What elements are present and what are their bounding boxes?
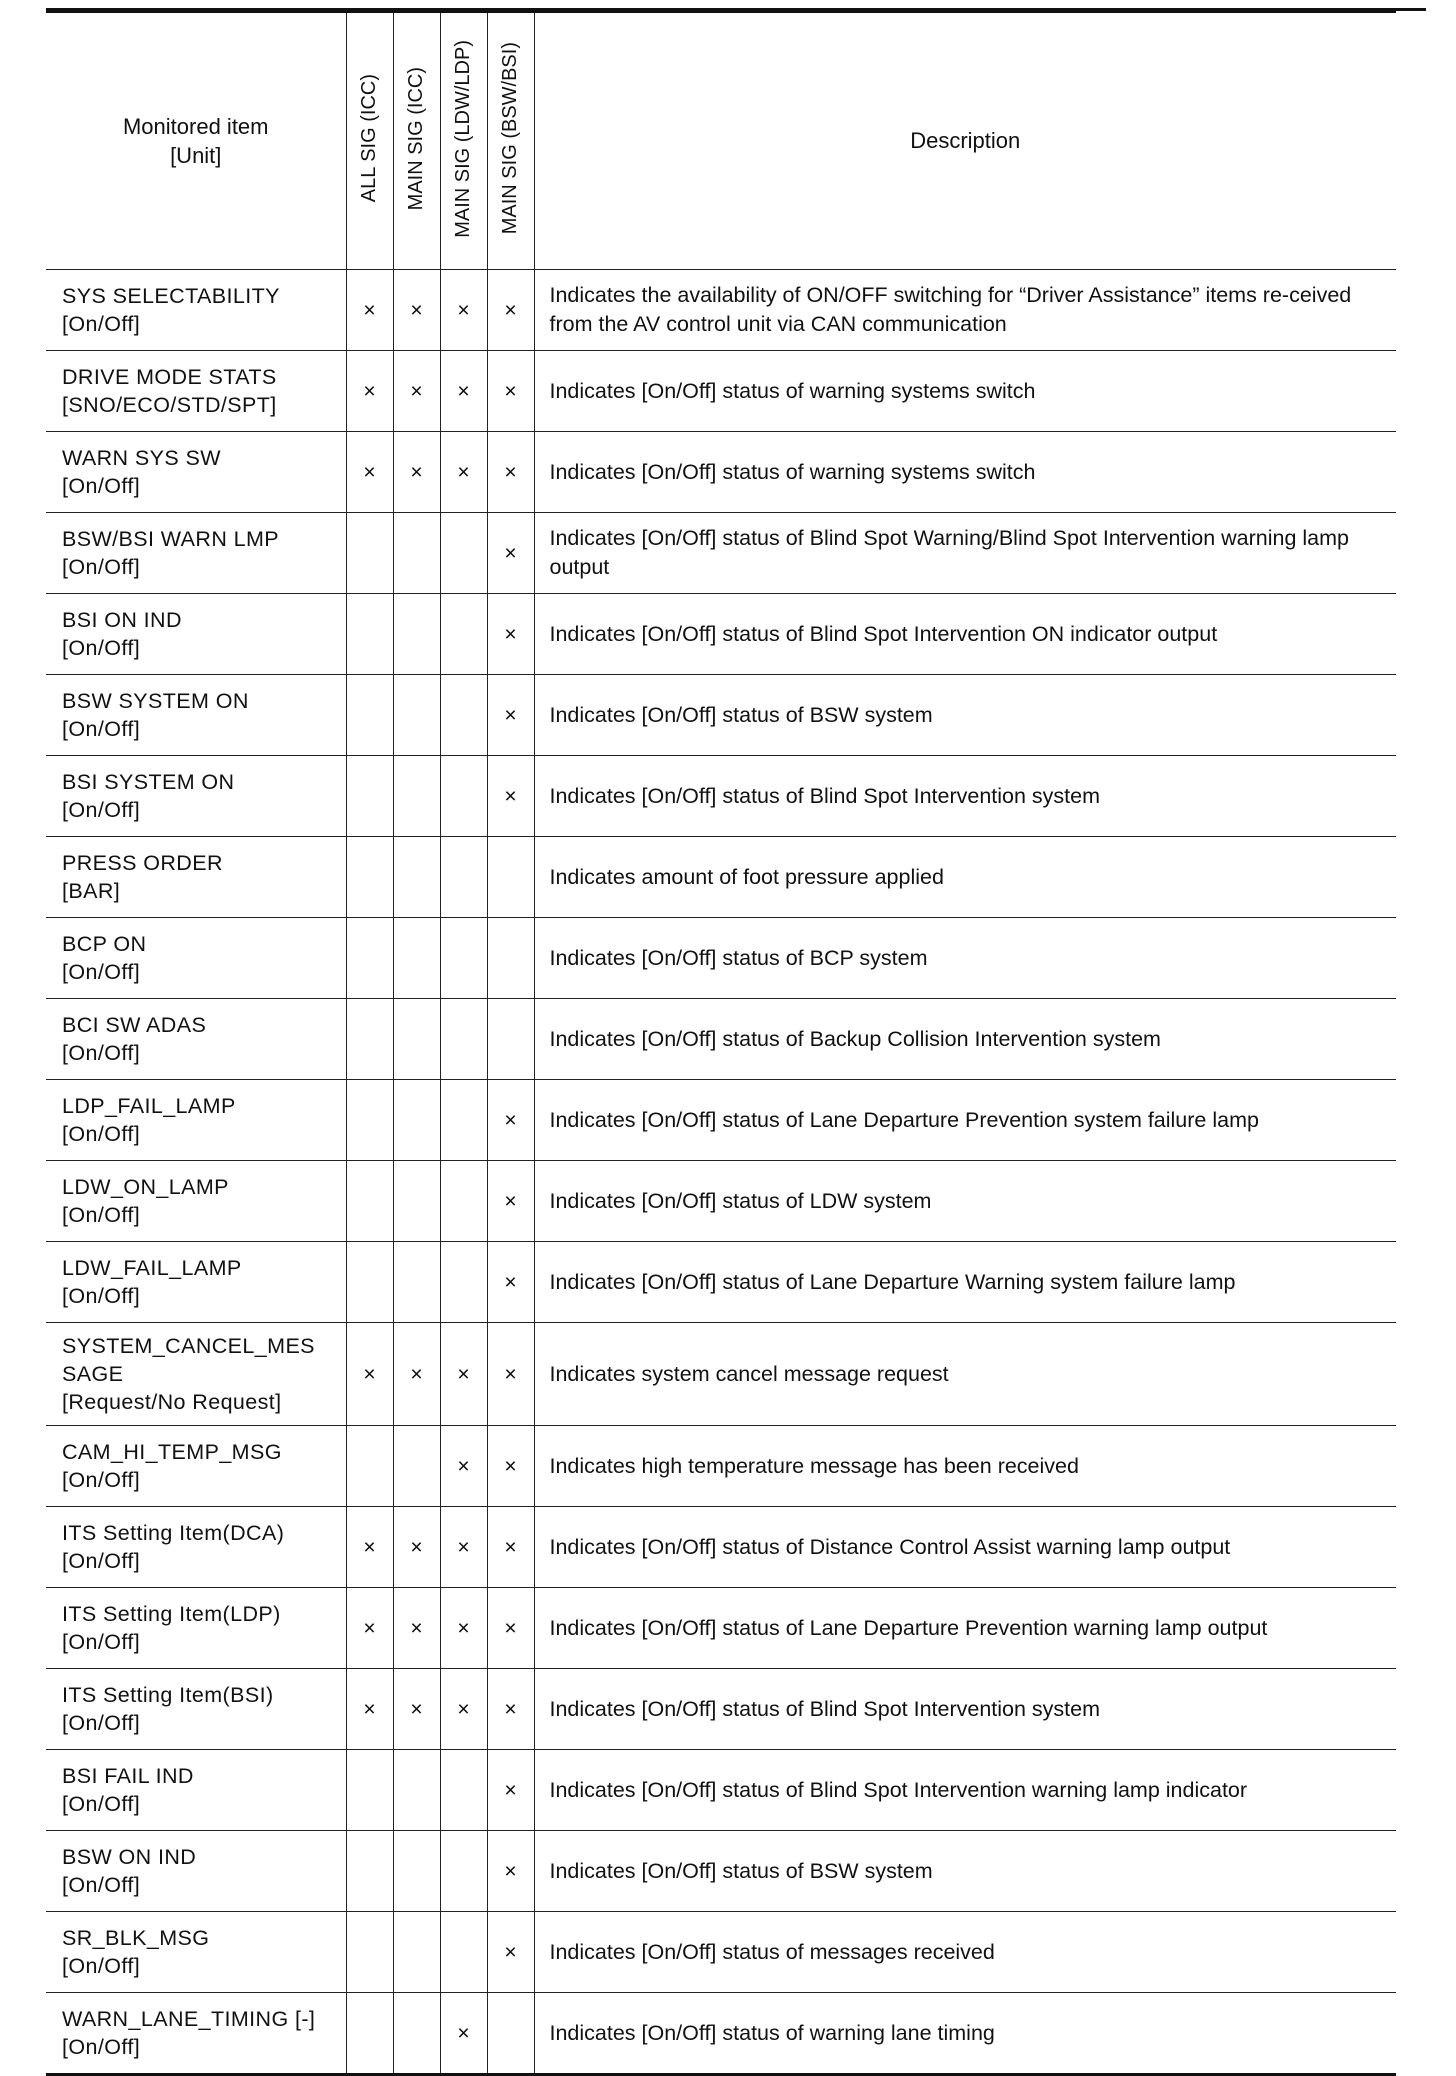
monitored-item-cell (46, 1080, 346, 1161)
signal-mark-cell: × (487, 756, 534, 837)
description-cell: Indicates high temperature message has been received (534, 1426, 1396, 1507)
item-unit: [On/Off] (62, 1468, 141, 1492)
monitored-item-cell (46, 594, 346, 675)
table-row (46, 1242, 1396, 1323)
item-unit: [On/Off] (62, 1203, 141, 1227)
signal-mark-cell (393, 1912, 440, 1993)
signal-mark-cell (346, 1080, 393, 1161)
description-cell: Indicates [On/Off] status of Lane Departure Prevention warning lamp output (534, 1588, 1396, 1669)
item-unit: [On/Off] (62, 717, 141, 741)
signal-mark-cell (393, 918, 440, 999)
signal-mark-cell: × (487, 1080, 534, 1161)
signal-mark-cell: × (440, 351, 487, 432)
monitored-item-cell (46, 1993, 346, 2075)
table-row (46, 432, 1396, 513)
item-unit: [On/Off] (62, 1122, 141, 1146)
header-description: Description (534, 12, 1396, 270)
header-all-sig-icc: ALL SIG (ICC) (346, 12, 393, 270)
signal-mark-cell (440, 513, 487, 594)
item-unit: [On/Off] (62, 1630, 141, 1654)
signal-mark-cell: × (393, 1669, 440, 1750)
signal-mark-cell: × (487, 1323, 534, 1426)
signal-mark-cell: × (346, 1323, 393, 1426)
description-cell: Indicates [On/Off] status of Lane Departure Prevention system failure lamp (534, 1080, 1396, 1161)
item-unit: [On/Off] (62, 798, 141, 822)
description-cell: Indicates [On/Off] status of Blind Spot Intervention ON indicator output (534, 594, 1396, 675)
item-name: PRESS ORDER (62, 851, 223, 875)
table-row (46, 1080, 1396, 1161)
signal-mark-cell: × (393, 432, 440, 513)
signal-mark-cell (440, 1750, 487, 1831)
table-row (46, 675, 1396, 756)
monitored-item-cell (46, 1242, 346, 1323)
item-unit: [SNO/ECO/STD/SPT] (62, 393, 277, 417)
signal-mark-cell (346, 999, 393, 1080)
description-cell: Indicates [On/Off] status of warning lane timing (534, 1993, 1396, 2075)
item-name: BSI ON IND (62, 608, 182, 632)
signal-mark-cell (393, 1426, 440, 1507)
table-row (46, 1507, 1396, 1588)
signal-mark-cell: × (487, 1161, 534, 1242)
table-row (46, 1426, 1396, 1507)
monitored-item-cell (46, 432, 346, 513)
item-name: BSI SYSTEM ON (62, 770, 235, 794)
table-row (46, 513, 1396, 594)
description-cell: Indicates [On/Off] status of BSW system (534, 675, 1396, 756)
monitored-item-cell (46, 1507, 346, 1588)
item-name: LDP_FAIL_LAMP (62, 1094, 236, 1118)
item-name: CAM_HI_TEMP_MSG (62, 1440, 282, 1464)
table-row (46, 918, 1396, 999)
signal-mark-cell (440, 837, 487, 918)
item-unit: [On/Off] (62, 1284, 141, 1308)
table-row (46, 837, 1396, 918)
description-cell: Indicates [On/Off] status of LDW system (534, 1161, 1396, 1242)
monitored-item-cell (46, 1588, 346, 1669)
header-main-sig-bsw-bsi: MAIN SIG (BSW/BSI) (487, 12, 534, 270)
signal-mark-cell: × (440, 1993, 487, 2075)
item-unit: [On/Off] (62, 636, 141, 660)
description-cell: Indicates [On/Off] status of Distance Control Assist warning lamp output (534, 1507, 1396, 1588)
table-row (46, 1912, 1396, 1993)
item-name: BCP ON (62, 932, 147, 956)
signal-mark-cell: × (346, 1588, 393, 1669)
item-name: BSW/BSI WARN LMP (62, 527, 280, 551)
signal-mark-cell: × (346, 270, 393, 351)
signal-mark-cell (346, 837, 393, 918)
monitored-item-cell (46, 1426, 346, 1507)
description-cell: Indicates [On/Off] status of Backup Collision Intervention system (534, 999, 1396, 1080)
item-name: SAGE (62, 1362, 124, 1386)
signal-mark-cell (440, 1080, 487, 1161)
signal-mark-cell: × (346, 432, 393, 513)
signal-mark-cell (393, 756, 440, 837)
signal-mark-cell (393, 1242, 440, 1323)
signal-mark-cell: × (440, 1323, 487, 1426)
signal-mark-cell (393, 594, 440, 675)
table-row (46, 756, 1396, 837)
signal-mark-cell (346, 513, 393, 594)
monitored-item-cell (46, 1912, 346, 1993)
signal-mark-cell (346, 1426, 393, 1507)
item-name: ITS Setting Item(DCA) (62, 1521, 285, 1545)
header-row (46, 12, 1396, 270)
signal-mark-cell: × (487, 594, 534, 675)
signal-mark-cell (393, 1993, 440, 2075)
description-cell: Indicates [On/Off] status of warning systems switch (534, 432, 1396, 513)
signal-mark-cell: × (487, 1426, 534, 1507)
item-name: SYSTEM_CANCEL_MES (62, 1334, 315, 1358)
signal-mark-cell (346, 1912, 393, 1993)
signal-mark-cell: × (440, 1426, 487, 1507)
signal-mark-cell (393, 1161, 440, 1242)
description-cell: Indicates amount of foot pressure applied (534, 837, 1396, 918)
description-cell: Indicates [On/Off] status of Blind Spot Intervention system (534, 1669, 1396, 1750)
signal-mark-cell (346, 1831, 393, 1912)
signal-mark-cell (393, 1080, 440, 1161)
item-unit: [On/Off] (62, 474, 141, 498)
description-cell: Indicates the availability of ON/OFF switching for “Driver Assistance” items re-ceived from the AV control unit via CAN communication (534, 270, 1396, 351)
signal-mark-cell: × (440, 1669, 487, 1750)
item-unit: [On/Off] (62, 1873, 141, 1897)
header-main-sig-ldw-ldp: MAIN SIG (LDW/LDP) (440, 12, 487, 270)
signal-mark-cell: × (346, 1669, 393, 1750)
monitored-item-cell (46, 756, 346, 837)
item-unit: [On/Off] (62, 1711, 141, 1735)
signal-mark-cell (393, 837, 440, 918)
monitored-item-cell (46, 1831, 346, 1912)
monitored-item-cell (46, 999, 346, 1080)
monitored-item-cell (46, 270, 346, 351)
monitored-item-cell (46, 675, 346, 756)
signal-mark-cell: × (487, 270, 534, 351)
signal-mark-cell (393, 513, 440, 594)
signal-mark-cell (346, 918, 393, 999)
table-row (46, 270, 1396, 351)
signal-mark-cell: × (393, 1588, 440, 1669)
item-name: DRIVE MODE STATS (62, 365, 277, 389)
signal-mark-cell (440, 1161, 487, 1242)
signal-mark-cell: × (440, 432, 487, 513)
item-name: BSW ON IND (62, 1845, 197, 1869)
item-name: WARN_LANE_TIMING [-] (62, 2007, 316, 2031)
description-cell: Indicates [On/Off] status of Blind Spot Intervention warning lamp indicator (534, 1750, 1396, 1831)
signal-mark-cell: × (440, 1507, 487, 1588)
monitored-item-cell (46, 513, 346, 594)
signal-mark-cell: × (393, 270, 440, 351)
monitored-item-cell (46, 1323, 346, 1426)
signal-mark-cell (346, 756, 393, 837)
signal-mark-cell: × (487, 1507, 534, 1588)
signal-mark-cell: × (487, 1831, 534, 1912)
signal-mark-cell (393, 1831, 440, 1912)
item-unit: [On/Off] (62, 312, 141, 336)
monitored-item-cell (46, 1669, 346, 1750)
signal-mark-cell (346, 594, 393, 675)
monitored-item-cell (46, 1161, 346, 1242)
item-name: LDW_FAIL_LAMP (62, 1256, 242, 1280)
signal-mark-cell: × (393, 1507, 440, 1588)
signal-mark-cell: × (487, 1750, 534, 1831)
table-row (46, 351, 1396, 432)
table-row (46, 999, 1396, 1080)
table-row (46, 1993, 1396, 2075)
signal-mark-cell: × (487, 432, 534, 513)
header-monitored-item (46, 12, 346, 270)
item-unit: [Request/No Request] (62, 1390, 282, 1414)
table-row (46, 1161, 1396, 1242)
item-unit: [On/Off] (62, 1549, 141, 1573)
signal-mark-cell: × (487, 1912, 534, 1993)
table-row (46, 1750, 1396, 1831)
item-unit: [BAR] (62, 879, 121, 903)
signal-mark-cell: × (487, 351, 534, 432)
signal-mark-cell: × (346, 351, 393, 432)
signal-mark-cell: × (487, 1242, 534, 1323)
signal-mark-cell (440, 675, 487, 756)
signal-mark-cell: × (346, 1507, 393, 1588)
signal-mark-cell (440, 594, 487, 675)
signal-mark-cell: × (393, 1323, 440, 1426)
signal-mark-cell (440, 1831, 487, 1912)
monitored-item-cell (46, 918, 346, 999)
item-name: BSI FAIL IND (62, 1764, 194, 1788)
item-name: LDW_ON_LAMP (62, 1175, 229, 1199)
signal-mark-cell (346, 1993, 393, 2075)
signal-mark-cell (440, 1912, 487, 1993)
item-unit: [On/Off] (62, 2035, 141, 2059)
item-unit: [On/Off] (62, 1954, 141, 1978)
item-unit: [On/Off] (62, 1792, 141, 1816)
signal-mark-cell: × (440, 270, 487, 351)
signal-mark-cell (487, 918, 534, 999)
signal-mark-cell (346, 1750, 393, 1831)
table-row (46, 1323, 1396, 1426)
description-cell: Indicates [On/Off] status of Blind Spot Warning/Blind Spot Intervention warning lamp output (534, 513, 1396, 594)
description-cell: Indicates [On/Off] status of warning systems switch (534, 351, 1396, 432)
signal-mark-cell (440, 1242, 487, 1323)
table-row (46, 1669, 1396, 1750)
description-cell: Indicates [On/Off] status of Blind Spot Intervention system (534, 756, 1396, 837)
item-name: WARN SYS SW (62, 446, 221, 470)
signal-mark-cell: × (487, 1669, 534, 1750)
item-name: BSW SYSTEM ON (62, 689, 249, 713)
item-name: SR_BLK_MSG (62, 1926, 210, 1950)
signal-mark-cell: × (487, 1588, 534, 1669)
monitored-items-table (46, 10, 1396, 2076)
item-unit: [On/Off] (62, 1041, 141, 1065)
description-cell: Indicates [On/Off] status of BSW system (534, 1831, 1396, 1912)
table-row (46, 594, 1396, 675)
signal-mark-cell (393, 1750, 440, 1831)
description-cell: Indicates [On/Off] status of Lane Departure Warning system failure lamp (534, 1242, 1396, 1323)
monitored-item-cell (46, 837, 346, 918)
signal-mark-cell (440, 918, 487, 999)
item-name: ITS Setting Item(LDP) (62, 1602, 281, 1626)
signal-mark-cell (346, 1242, 393, 1323)
monitored-item-cell (46, 351, 346, 432)
header-item-label: Monitored item (122, 114, 269, 139)
signal-mark-cell (440, 999, 487, 1080)
signal-mark-cell (487, 999, 534, 1080)
signal-mark-cell (346, 1161, 393, 1242)
item-name: SYS SELECTABILITY (62, 284, 280, 308)
item-unit: [On/Off] (62, 960, 141, 984)
signal-mark-cell (487, 1993, 534, 2075)
header-main-sig-icc: MAIN SIG (ICC) (393, 12, 440, 270)
header-unit-label: [Unit] (170, 143, 222, 168)
signal-mark-cell: × (487, 675, 534, 756)
table-row (46, 1588, 1396, 1669)
item-name: BCI SW ADAS (62, 1013, 207, 1037)
signal-mark-cell (393, 999, 440, 1080)
description-cell: Indicates [On/Off] status of messages received (534, 1912, 1396, 1993)
monitored-item-cell (46, 1750, 346, 1831)
signal-mark-cell (487, 837, 534, 918)
table-row (46, 1831, 1396, 1912)
signal-mark-cell (440, 756, 487, 837)
item-unit: [On/Off] (62, 555, 141, 579)
item-name: ITS Setting Item(BSI) (62, 1683, 274, 1707)
signal-mark-cell: × (440, 1588, 487, 1669)
signal-mark-cell: × (487, 513, 534, 594)
signal-mark-cell: × (393, 351, 440, 432)
description-cell: Indicates system cancel message request (534, 1323, 1396, 1426)
description-cell: Indicates [On/Off] status of BCP system (534, 918, 1396, 999)
signal-mark-cell (393, 675, 440, 756)
signal-mark-cell (346, 675, 393, 756)
